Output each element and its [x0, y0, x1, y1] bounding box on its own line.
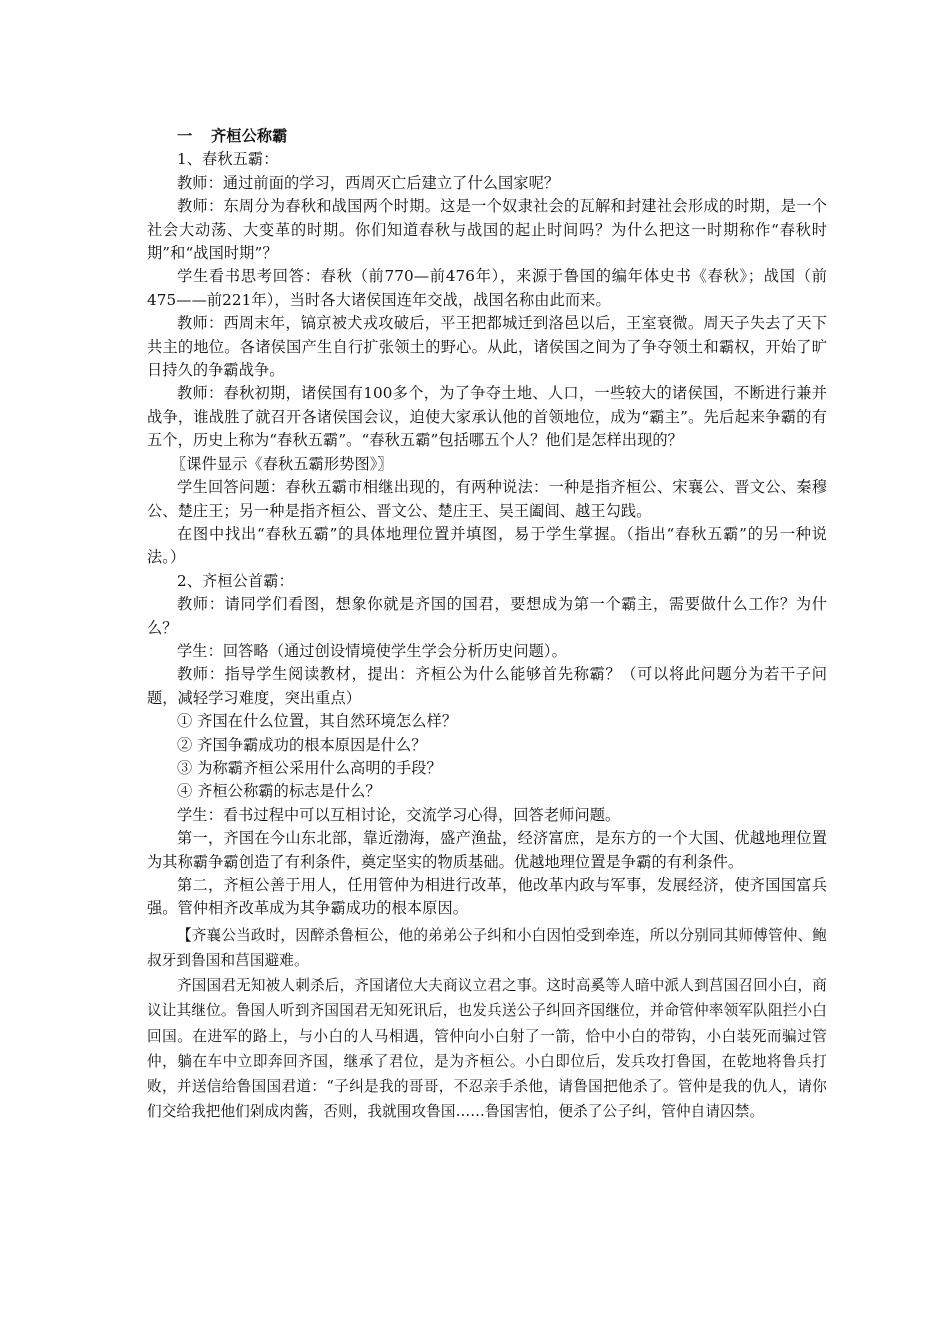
paragraph: 教师：春秋初期，诸侯国有100多个，为了争夺土地、人口，一些较大的诸侯国，不断进行兼并战争，谁战胜了就召开各诸侯国会议，迫使大家承认他的首领地位，成为“霸主”。先后起来争霸的有五个，历史上称为“春秋五霸”。“春秋五霸”包括哪五个人？他们是怎样出现的？: [147, 384, 827, 450]
story-paragraph: 齐国国君无知被人刺杀后，齐国诸位大夫商议立君之事。这时高奚等人暗中派人到莒国召回小白，商议让其继位。鲁国人听到齐国国君无知死讯后，也发兵送公子纠回齐国继位，并命管仲率领军队阻拦小白回国。在进军的路上，与小白的人马相遇，管仲向小白射了一箭，恰中小白的带钩，小白装死而骗过管仲，躺在车中立即奔回齐国，继承了君位，是为齐桓公。小白即位后，发兵攻打鲁国，在乾地将鲁兵打败，并送信给鲁国国君道：“子纠是我的哥哥，不忍亲手杀他，请鲁国把他杀了。管仲是我的仇人，请你们交给我把他们剁成肉酱，否则，我就围攻鲁国……鲁国害怕，便杀了公子纠，管仲自请囚禁。: [147, 977, 827, 1121]
paragraph: 学生：回答略（通过创设情境使学生学会分析历史问题）。: [177, 641, 567, 660]
paragraph: 学生看书思考回答：春秋（前770—前476年），来源于鲁国的编年体史书《春秋》；战国（前475——前221年），当时各大诸侯国连年交战，战国名称由此而来。: [147, 267, 827, 309]
section-number: 一: [177, 127, 193, 145]
courseware-note: 〖课件显示《春秋五霸形势图》〗: [171, 454, 393, 473]
subheading-five-hegemons: 1、春秋五霸：: [177, 150, 279, 169]
paragraph: 第一，齐国在今山东北部，靠近渤海，盛产渔盐，经济富庶，是东方的一个大国、优越地理位置为其称霸争霸创造了有利条件，奠定坚实的物质基础。优越地理位置是争霸的有利条件。: [147, 829, 827, 871]
question-item: ④ 齐桓公称霸的标志是什么？: [177, 782, 381, 801]
paragraph: 教师：指导学生阅读教材，提出：齐桓公为什么能够首先称霸？（可以将此问题分为若干子问题，减轻学习难度，突出重点）: [147, 665, 827, 707]
paragraph: 教师：通过前面的学习，西周灭亡后建立了什么国家呢？: [177, 173, 560, 192]
section-title: 齐桓公称霸: [211, 127, 288, 145]
paragraph: 第二，齐桓公善于用人，任用管仲为相进行改革，他改革内政与军事，发展经济，使齐国国富兵强。管仲相齐改革成为其争霸成功的根本原因。: [147, 876, 827, 918]
subheading-first-hegemon: 2、齐桓公首霸：: [177, 571, 294, 590]
question-item: ② 齐国争霸成功的根本原因是什么？: [177, 735, 427, 754]
document-body: [147, 125, 827, 1124]
question-item: ① 齐国在什么位置，其自然环境怎么样？: [177, 712, 458, 731]
paragraph: 教师：请同学们看图，想象你就是齐国的国君，要想成为第一个霸主，需要做什么工作？为什么？: [147, 595, 827, 637]
paragraph: 学生：看书过程中可以互相讨论，交流学习心得，回答老师问题。: [177, 805, 621, 824]
paragraph: 学生回答问题：春秋五霸市相继出现的，有两种说法：一种是指齐桓公、宋襄公、晋文公、秦穆公、楚庄王；另一种是指齐桓公、晋文公、楚庄王、吴王阖闾、越王勾践。: [147, 478, 827, 520]
paragraph: 教师：西周末年，镐京被犬戎攻破后，平王把都城迁到洛邑以后，王室衰微。周天子失去了天下共主的地位。各诸侯国产生自行扩张领土的野心。从此，诸侯国之间为了争夺领土和霸权，开始了旷日持久的争霸战争。: [147, 314, 827, 380]
paragraph: 教师：东周分为春秋和战国两个时期。这是一个奴隶社会的瓦解和封建社会形成的时期，是一个社会大动荡、大变革的时期。你们知道春秋与战国的起止时间吗？为什么把这一时期称作“春秋时期”和“战国时期”？: [147, 197, 827, 263]
story-paragraph: 【齐襄公当政时，因醉杀鲁桓公，他的弟弟公子纠和小白因怕受到牵连，所以分别同其师傅管仲、鲍叔牙到鲁国和莒国避难。: [147, 926, 827, 970]
question-item: ③ 为称霸齐桓公采用什么高明的手段？: [177, 758, 442, 777]
paragraph: 在图中找出“春秋五霸”的具体地理位置并填图，易于学生掌握。（指出“春秋五霸”的另一种说法。）: [147, 524, 827, 567]
section-heading: [177, 125, 827, 148]
